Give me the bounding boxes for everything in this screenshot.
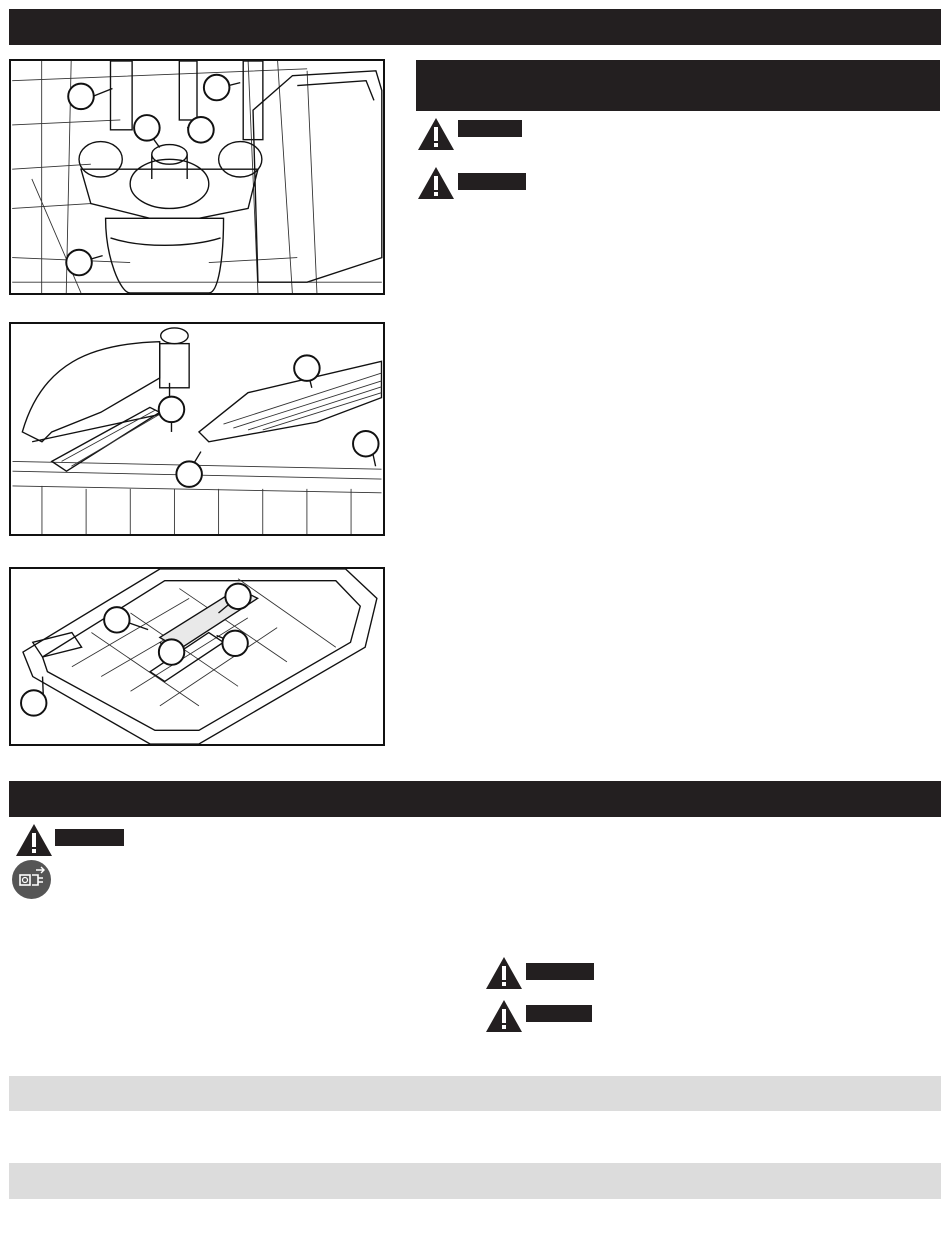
warning-triangle-icon [484,955,524,991]
callout-circle [188,117,214,143]
grey-section-band [9,1163,941,1199]
callout-circle [159,397,185,423]
warning-label-box [526,1005,592,1022]
callout-circle [222,631,247,656]
warning-triangle-icon [14,822,54,858]
callout-circle [225,584,250,609]
callout-circle [294,355,320,381]
middle-header-bar [9,781,941,817]
callout-circle [21,690,46,715]
warning-label-box [526,963,594,980]
callout-circle [176,461,202,487]
callout-circle [104,607,129,632]
top-header-bar [9,9,941,45]
figure-3-illustration [11,569,383,744]
figure-3 [9,567,385,746]
figure-2-illustration [11,324,383,534]
callout-circle [159,639,184,664]
warning-triangle-icon [416,116,456,152]
callout-circle [204,75,230,101]
section-header-bar [416,60,940,111]
callout-circle [68,84,94,110]
warning-label-box [458,173,526,190]
warning-label-box [55,829,124,846]
figure-2 [9,322,385,536]
figure-1 [9,59,385,295]
grey-section-band [9,1076,941,1111]
warning-triangle-icon [484,998,524,1034]
unplug-power-icon [12,860,51,899]
warning-triangle-icon [416,165,456,201]
callout-circle [66,250,92,276]
figure-1-illustration [11,61,383,293]
warning-label-box [458,120,522,137]
callout-circle [353,431,379,457]
callout-circle [134,115,160,141]
